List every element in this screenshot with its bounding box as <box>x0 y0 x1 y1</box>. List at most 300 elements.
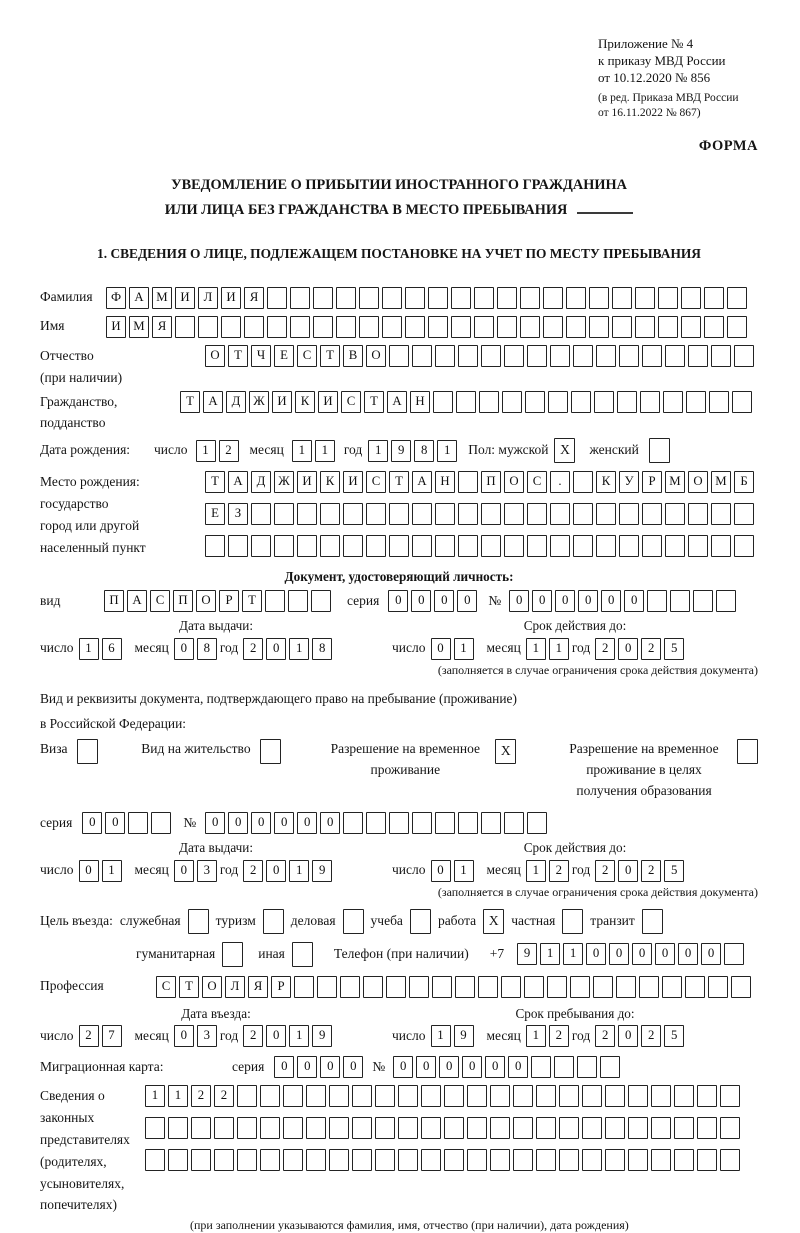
birth-place-cell[interactable] <box>297 503 317 525</box>
representatives-cell[interactable] <box>283 1085 303 1107</box>
identity-doc-number-cell[interactable] <box>647 590 667 612</box>
representatives-cell[interactable] <box>145 1117 165 1139</box>
representatives-cell[interactable] <box>697 1117 717 1139</box>
birth-place-cell[interactable] <box>711 535 731 557</box>
representatives-cell[interactable] <box>421 1085 441 1107</box>
firstname-cell[interactable] <box>198 316 218 338</box>
representatives-cell[interactable] <box>674 1149 694 1171</box>
representatives-cell[interactable] <box>375 1149 395 1171</box>
birth-year-cell[interactable]: 1 <box>437 440 457 462</box>
birth-place-cell[interactable] <box>458 471 478 493</box>
representatives-cell[interactable] <box>145 1149 165 1171</box>
identity-valid-year-cell[interactable]: 2 <box>595 638 615 660</box>
migration-number-cell[interactable] <box>531 1056 551 1078</box>
representatives-cell[interactable] <box>651 1085 671 1107</box>
representatives-cell[interactable] <box>398 1117 418 1139</box>
residence-number-cell[interactable] <box>366 812 386 834</box>
representatives-cell[interactable] <box>605 1149 625 1171</box>
representatives-cell[interactable] <box>490 1085 510 1107</box>
entry-year-cell[interactable]: 9 <box>312 1025 332 1047</box>
representatives-cell[interactable] <box>352 1149 372 1171</box>
citizenship-cell[interactable]: А <box>203 391 223 413</box>
patronymic-cell[interactable] <box>435 345 455 367</box>
firstname-cell[interactable] <box>543 316 563 338</box>
citizenship-cell[interactable]: Т <box>364 391 384 413</box>
birth-place-cell[interactable] <box>412 535 432 557</box>
birth-place-cell[interactable] <box>435 535 455 557</box>
patronymic-cell[interactable] <box>412 345 432 367</box>
identity-issue-day-cell[interactable]: 1 <box>79 638 99 660</box>
identity-doc-series-cell[interactable]: 0 <box>457 590 477 612</box>
citizenship-cell[interactable] <box>709 391 729 413</box>
birth-place-cell[interactable] <box>389 503 409 525</box>
birth-place-cell[interactable]: Е <box>205 503 225 525</box>
identity-valid-year-cell[interactable]: 0 <box>618 638 638 660</box>
phone-digit-cell[interactable]: 1 <box>563 943 583 965</box>
option-temp-residence-education-checkbox[interactable] <box>737 739 758 764</box>
birth-place-cell[interactable]: Н <box>435 471 455 493</box>
identity-doc-number-cell[interactable]: 0 <box>509 590 529 612</box>
surname-cell[interactable]: М <box>152 287 172 309</box>
birth-place-cell[interactable] <box>665 503 685 525</box>
surname-cell[interactable] <box>382 287 402 309</box>
birth-place-cell[interactable] <box>481 535 501 557</box>
entry-year-cell[interactable]: 0 <box>266 1025 286 1047</box>
profession-cell[interactable]: Т <box>179 976 199 998</box>
representatives-cell[interactable] <box>444 1149 464 1171</box>
residence-issue-year-cell[interactable]: 9 <box>312 860 332 882</box>
residence-valid-year-cell[interactable]: 2 <box>641 860 661 882</box>
birth-place-cell[interactable] <box>734 535 754 557</box>
representatives-cell[interactable] <box>329 1117 349 1139</box>
representatives-cell[interactable] <box>605 1117 625 1139</box>
purpose-transit-checkbox[interactable] <box>642 909 663 934</box>
migration-number-cell[interactable]: 0 <box>393 1056 413 1078</box>
firstname-cell[interactable] <box>589 316 609 338</box>
birth-place-cell[interactable]: О <box>688 471 708 493</box>
migration-series-cell[interactable]: 0 <box>274 1056 294 1078</box>
firstname-cell[interactable]: М <box>129 316 149 338</box>
citizenship-cell[interactable]: Ж <box>249 391 269 413</box>
representatives-cell[interactable] <box>398 1149 418 1171</box>
residence-number-cell[interactable] <box>343 812 363 834</box>
profession-cell[interactable]: Р <box>271 976 291 998</box>
representatives-cell[interactable] <box>421 1149 441 1171</box>
representatives-cell[interactable] <box>513 1149 533 1171</box>
patronymic-cell[interactable] <box>711 345 731 367</box>
citizenship-cell[interactable] <box>502 391 522 413</box>
patronymic-cell[interactable] <box>481 345 501 367</box>
birth-place-cell[interactable]: И <box>297 471 317 493</box>
identity-doc-kind-cell[interactable]: О <box>196 590 216 612</box>
representatives-cell[interactable] <box>168 1117 188 1139</box>
citizenship-cell[interactable] <box>640 391 660 413</box>
patronymic-cell[interactable]: В <box>343 345 363 367</box>
stay-year-cell[interactable]: 0 <box>618 1025 638 1047</box>
representatives-cell[interactable] <box>329 1149 349 1171</box>
birth-place-cell[interactable] <box>688 503 708 525</box>
birth-place-cell[interactable]: Т <box>389 471 409 493</box>
citizenship-cell[interactable]: Н <box>410 391 430 413</box>
birth-day-cell[interactable]: 2 <box>219 440 239 462</box>
birth-place-cell[interactable]: С <box>366 471 386 493</box>
representatives-cell[interactable] <box>536 1085 556 1107</box>
citizenship-cell[interactable]: Т <box>180 391 200 413</box>
representatives-cell[interactable]: 1 <box>168 1085 188 1107</box>
surname-cell[interactable] <box>474 287 494 309</box>
profession-cell[interactable]: С <box>156 976 176 998</box>
representatives-cell[interactable] <box>559 1117 579 1139</box>
firstname-cell[interactable] <box>221 316 241 338</box>
phone-digit-cell[interactable]: 0 <box>701 943 721 965</box>
identity-issue-year-cell[interactable]: 2 <box>243 638 263 660</box>
birth-place-cell[interactable] <box>274 535 294 557</box>
profession-cell[interactable] <box>294 976 314 998</box>
birth-place-cell[interactable] <box>343 535 363 557</box>
representatives-cell[interactable] <box>260 1117 280 1139</box>
profession-cell[interactable]: Л <box>225 976 245 998</box>
surname-cell[interactable] <box>313 287 333 309</box>
firstname-cell[interactable] <box>658 316 678 338</box>
sex-female-checkbox[interactable] <box>649 438 670 463</box>
representatives-cell[interactable] <box>582 1149 602 1171</box>
identity-issue-month-cell[interactable]: 8 <box>197 638 217 660</box>
purpose-other-checkbox[interactable] <box>292 942 313 967</box>
phone-digit-cell[interactable]: 1 <box>540 943 560 965</box>
representatives-cell[interactable] <box>674 1117 694 1139</box>
birth-place-cell[interactable] <box>573 503 593 525</box>
profession-cell[interactable] <box>731 976 751 998</box>
firstname-cell[interactable] <box>313 316 333 338</box>
birth-place-cell[interactable] <box>665 535 685 557</box>
representatives-cell[interactable] <box>559 1149 579 1171</box>
representatives-cell[interactable] <box>720 1117 740 1139</box>
patronymic-cell[interactable] <box>642 345 662 367</box>
birth-place-cell[interactable] <box>550 503 570 525</box>
patronymic-cell[interactable] <box>619 345 639 367</box>
birth-place-cell[interactable]: И <box>343 471 363 493</box>
citizenship-cell[interactable] <box>617 391 637 413</box>
birth-place-cell[interactable] <box>435 503 455 525</box>
identity-doc-kind-cell[interactable]: Т <box>242 590 262 612</box>
birth-place-cell[interactable] <box>389 535 409 557</box>
firstname-cell[interactable] <box>359 316 379 338</box>
firstname-cell[interactable] <box>428 316 448 338</box>
residence-number-cell[interactable] <box>435 812 455 834</box>
entry-year-cell[interactable]: 1 <box>289 1025 309 1047</box>
birth-year-cell[interactable]: 8 <box>414 440 434 462</box>
purpose-study-checkbox[interactable] <box>410 909 431 934</box>
firstname-cell[interactable] <box>267 316 287 338</box>
citizenship-cell[interactable]: А <box>387 391 407 413</box>
phone-digit-cell[interactable]: 0 <box>609 943 629 965</box>
identity-doc-kind-cell[interactable]: П <box>104 590 124 612</box>
migration-number-cell[interactable]: 0 <box>462 1056 482 1078</box>
phone-digit-cell[interactable]: 0 <box>632 943 652 965</box>
birth-year-cell[interactable]: 1 <box>368 440 388 462</box>
firstname-cell[interactable] <box>336 316 356 338</box>
birth-place-cell[interactable] <box>527 503 547 525</box>
birth-place-cell[interactable] <box>205 535 225 557</box>
entry-year-cell[interactable]: 2 <box>243 1025 263 1047</box>
representatives-cell[interactable] <box>283 1117 303 1139</box>
birth-place-cell[interactable]: К <box>596 471 616 493</box>
residence-valid-year-cell[interactable]: 2 <box>595 860 615 882</box>
representatives-cell[interactable] <box>513 1117 533 1139</box>
firstname-cell[interactable] <box>451 316 471 338</box>
migration-series-cell[interactable]: 0 <box>297 1056 317 1078</box>
representatives-cell[interactable] <box>697 1149 717 1171</box>
patronymic-cell[interactable] <box>688 345 708 367</box>
migration-number-cell[interactable] <box>577 1056 597 1078</box>
birth-month-cell[interactable]: 1 <box>315 440 335 462</box>
surname-cell[interactable] <box>543 287 563 309</box>
surname-cell[interactable]: И <box>221 287 241 309</box>
option-temp-residence-checkbox[interactable]: X <box>495 739 516 764</box>
surname-cell[interactable] <box>359 287 379 309</box>
birth-place-cell[interactable] <box>343 503 363 525</box>
citizenship-cell[interactable] <box>663 391 683 413</box>
representatives-cell[interactable] <box>237 1149 257 1171</box>
residence-number-cell[interactable]: 0 <box>251 812 271 834</box>
firstname-cell[interactable] <box>520 316 540 338</box>
profession-cell[interactable] <box>570 976 590 998</box>
surname-cell[interactable] <box>704 287 724 309</box>
patronymic-cell[interactable]: О <box>366 345 386 367</box>
representatives-cell[interactable] <box>490 1149 510 1171</box>
patronymic-cell[interactable]: Т <box>320 345 340 367</box>
purpose-work-checkbox[interactable]: X <box>483 909 504 934</box>
identity-doc-number-cell[interactable]: 0 <box>555 590 575 612</box>
representatives-cell[interactable] <box>306 1117 326 1139</box>
identity-doc-kind-cell[interactable]: С <box>150 590 170 612</box>
birth-place-cell[interactable]: К <box>320 471 340 493</box>
surname-cell[interactable] <box>727 287 747 309</box>
migration-number-cell[interactable]: 0 <box>485 1056 505 1078</box>
surname-cell[interactable] <box>267 287 287 309</box>
birth-place-cell[interactable] <box>642 535 662 557</box>
identity-issue-day-cell[interactable]: 6 <box>102 638 122 660</box>
identity-doc-kind-cell[interactable]: А <box>127 590 147 612</box>
profession-cell[interactable] <box>685 976 705 998</box>
profession-cell[interactable] <box>547 976 567 998</box>
citizenship-cell[interactable] <box>571 391 591 413</box>
firstname-cell[interactable] <box>727 316 747 338</box>
phone-digit-cell[interactable]: 0 <box>655 943 675 965</box>
identity-valid-month-cell[interactable]: 1 <box>526 638 546 660</box>
birth-day-cell[interactable]: 1 <box>196 440 216 462</box>
profession-cell[interactable] <box>478 976 498 998</box>
surname-cell[interactable] <box>428 287 448 309</box>
stay-month-cell[interactable]: 2 <box>549 1025 569 1047</box>
surname-cell[interactable] <box>681 287 701 309</box>
birth-place-cell[interactable]: М <box>711 471 731 493</box>
birth-year-cell[interactable]: 9 <box>391 440 411 462</box>
profession-cell[interactable] <box>662 976 682 998</box>
birth-place-cell[interactable] <box>481 503 501 525</box>
birth-place-cell[interactable] <box>366 503 386 525</box>
firstname-cell[interactable] <box>635 316 655 338</box>
birth-place-cell[interactable] <box>504 503 524 525</box>
patronymic-cell[interactable] <box>527 345 547 367</box>
residence-series-cell[interactable] <box>151 812 171 834</box>
identity-valid-day-cell[interactable]: 1 <box>454 638 474 660</box>
profession-cell[interactable] <box>455 976 475 998</box>
identity-doc-kind-cell[interactable]: Р <box>219 590 239 612</box>
identity-doc-series-cell[interactable]: 0 <box>388 590 408 612</box>
firstname-cell[interactable] <box>612 316 632 338</box>
birth-place-cell[interactable] <box>320 535 340 557</box>
residence-valid-year-cell[interactable]: 0 <box>618 860 638 882</box>
representatives-cell[interactable] <box>628 1149 648 1171</box>
representatives-cell[interactable] <box>191 1149 211 1171</box>
identity-issue-year-cell[interactable]: 1 <box>289 638 309 660</box>
surname-cell[interactable]: Л <box>198 287 218 309</box>
firstname-cell[interactable] <box>704 316 724 338</box>
migration-series-cell[interactable]: 0 <box>343 1056 363 1078</box>
representatives-cell[interactable] <box>582 1117 602 1139</box>
surname-cell[interactable] <box>336 287 356 309</box>
representatives-cell[interactable] <box>260 1085 280 1107</box>
phone-digit-cell[interactable] <box>724 943 744 965</box>
patronymic-cell[interactable] <box>504 345 524 367</box>
representatives-cell[interactable] <box>513 1085 533 1107</box>
representatives-cell[interactable] <box>168 1149 188 1171</box>
birth-place-cell[interactable] <box>619 503 639 525</box>
birth-place-cell[interactable] <box>251 535 271 557</box>
birth-month-cell[interactable]: 1 <box>292 440 312 462</box>
migration-number-cell[interactable]: 0 <box>439 1056 459 1078</box>
representatives-cell[interactable] <box>375 1117 395 1139</box>
representatives-cell[interactable] <box>467 1117 487 1139</box>
migration-number-cell[interactable] <box>554 1056 574 1078</box>
firstname-cell[interactable] <box>566 316 586 338</box>
entry-day-cell[interactable]: 7 <box>102 1025 122 1047</box>
citizenship-cell[interactable]: К <box>295 391 315 413</box>
profession-cell[interactable] <box>501 976 521 998</box>
firstname-cell[interactable] <box>497 316 517 338</box>
birth-place-cell[interactable]: У <box>619 471 639 493</box>
birth-place-cell[interactable] <box>458 503 478 525</box>
residence-number-cell[interactable] <box>389 812 409 834</box>
residence-number-cell[interactable] <box>458 812 478 834</box>
migration-series-cell[interactable]: 0 <box>320 1056 340 1078</box>
representatives-cell[interactable] <box>697 1085 717 1107</box>
surname-cell[interactable] <box>612 287 632 309</box>
identity-issue-year-cell[interactable]: 0 <box>266 638 286 660</box>
representatives-cell[interactable] <box>605 1085 625 1107</box>
firstname-cell[interactable]: Я <box>152 316 172 338</box>
birth-place-cell[interactable] <box>550 535 570 557</box>
stay-day-cell[interactable]: 1 <box>431 1025 451 1047</box>
identity-valid-day-cell[interactable]: 0 <box>431 638 451 660</box>
patronymic-cell[interactable] <box>734 345 754 367</box>
birth-place-cell[interactable] <box>458 535 478 557</box>
representatives-cell[interactable] <box>352 1117 372 1139</box>
birth-place-cell[interactable] <box>320 503 340 525</box>
identity-doc-number-cell[interactable]: 0 <box>601 590 621 612</box>
identity-doc-number-cell[interactable]: 0 <box>624 590 644 612</box>
residence-issue-day-cell[interactable]: 1 <box>102 860 122 882</box>
representatives-cell[interactable] <box>214 1149 234 1171</box>
identity-doc-series-cell[interactable]: 0 <box>434 590 454 612</box>
stay-year-cell[interactable]: 5 <box>664 1025 684 1047</box>
patronymic-cell[interactable] <box>573 345 593 367</box>
representatives-cell[interactable] <box>375 1085 395 1107</box>
patronymic-cell[interactable]: Е <box>274 345 294 367</box>
representatives-cell[interactable] <box>467 1085 487 1107</box>
profession-cell[interactable] <box>386 976 406 998</box>
residence-number-cell[interactable] <box>527 812 547 834</box>
profession-cell[interactable]: О <box>202 976 222 998</box>
firstname-cell[interactable] <box>175 316 195 338</box>
residence-number-cell[interactable]: 0 <box>320 812 340 834</box>
purpose-tourism-checkbox[interactable] <box>263 909 284 934</box>
residence-number-cell[interactable] <box>412 812 432 834</box>
citizenship-cell[interactable] <box>525 391 545 413</box>
residence-number-cell[interactable]: 0 <box>205 812 225 834</box>
patronymic-cell[interactable]: О <box>205 345 225 367</box>
representatives-cell[interactable] <box>444 1085 464 1107</box>
profession-cell[interactable] <box>708 976 728 998</box>
identity-doc-kind-cell[interactable] <box>265 590 285 612</box>
birth-place-cell[interactable]: А <box>412 471 432 493</box>
birth-place-cell[interactable]: З <box>228 503 248 525</box>
birth-place-cell[interactable]: М <box>665 471 685 493</box>
birth-place-cell[interactable] <box>228 535 248 557</box>
patronymic-cell[interactable] <box>665 345 685 367</box>
birth-place-cell[interactable]: Д <box>251 471 271 493</box>
birth-place-cell[interactable] <box>297 535 317 557</box>
birth-place-cell[interactable]: С <box>527 471 547 493</box>
residence-issue-month-cell[interactable]: 3 <box>197 860 217 882</box>
birth-place-cell[interactable] <box>504 535 524 557</box>
phone-digit-cell[interactable]: 0 <box>586 943 606 965</box>
residence-number-cell[interactable]: 0 <box>274 812 294 834</box>
profession-cell[interactable] <box>317 976 337 998</box>
identity-issue-month-cell[interactable]: 0 <box>174 638 194 660</box>
representatives-cell[interactable] <box>559 1085 579 1107</box>
representatives-cell[interactable] <box>444 1117 464 1139</box>
residence-valid-month-cell[interactable]: 2 <box>549 860 569 882</box>
entry-month-cell[interactable]: 0 <box>174 1025 194 1047</box>
representatives-cell[interactable] <box>720 1085 740 1107</box>
representatives-cell[interactable] <box>421 1117 441 1139</box>
citizenship-cell[interactable] <box>479 391 499 413</box>
birth-place-cell[interactable] <box>596 503 616 525</box>
residence-series-cell[interactable]: 0 <box>82 812 102 834</box>
firstname-cell[interactable] <box>405 316 425 338</box>
representatives-cell[interactable] <box>582 1085 602 1107</box>
surname-cell[interactable] <box>566 287 586 309</box>
representatives-cell[interactable] <box>214 1117 234 1139</box>
representatives-cell[interactable] <box>490 1117 510 1139</box>
identity-valid-month-cell[interactable]: 1 <box>549 638 569 660</box>
representatives-cell[interactable] <box>536 1149 556 1171</box>
profession-cell[interactable] <box>616 976 636 998</box>
patronymic-cell[interactable]: Ч <box>251 345 271 367</box>
residence-issue-year-cell[interactable]: 2 <box>243 860 263 882</box>
patronymic-cell[interactable] <box>550 345 570 367</box>
citizenship-cell[interactable] <box>732 391 752 413</box>
birth-place-cell[interactable]: А <box>228 471 248 493</box>
representatives-cell[interactable] <box>467 1149 487 1171</box>
identity-issue-year-cell[interactable]: 8 <box>312 638 332 660</box>
firstname-cell[interactable] <box>681 316 701 338</box>
birth-place-cell[interactable] <box>366 535 386 557</box>
residence-number-cell[interactable]: 0 <box>228 812 248 834</box>
surname-cell[interactable] <box>635 287 655 309</box>
